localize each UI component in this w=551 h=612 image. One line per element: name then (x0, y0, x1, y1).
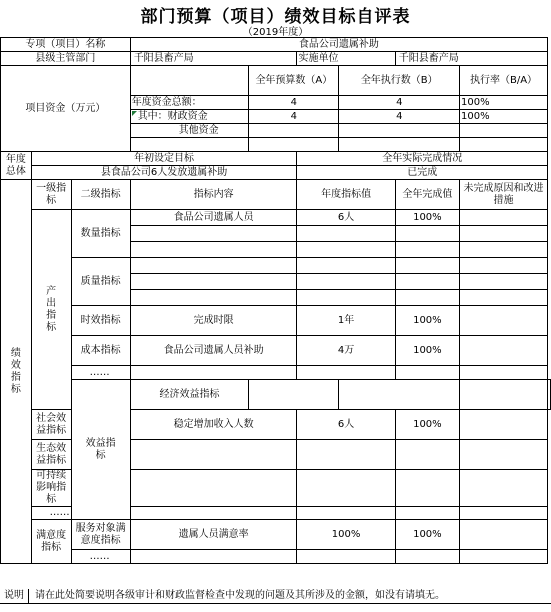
table-row (1, 180, 551, 210)
funds-rate-value: 100% (460, 110, 548, 124)
impl-value: 千阳县畜产局 (395, 52, 547, 66)
table-row (1, 38, 551, 52)
cost-label: 成本指标 (71, 336, 130, 366)
service-label: 服务对象满意度指标 (71, 520, 130, 550)
cost-actual: 100% (395, 336, 459, 366)
funds-rate-value (460, 124, 548, 138)
ecological-label: 生态效益指标 (31, 440, 71, 470)
service-content: 遗属人员满意率 (130, 520, 297, 550)
col-level1: 一级指标 (31, 180, 71, 210)
cost-content: 食品公司遗属人员补助 (130, 336, 297, 366)
impl-label: 实施单位 (297, 52, 395, 66)
funds-rate-value: 100% (460, 96, 548, 110)
quantity-label: 数量指标 (71, 210, 130, 258)
table-row (1, 66, 551, 96)
col-reason: 未完成原因和改进措施 (460, 180, 548, 210)
quantity-content: 食品公司遗属人员 (130, 210, 297, 226)
note-label: 说明 (0, 589, 29, 603)
funds-row-label: 其他资金 (130, 124, 249, 138)
cost-target: 4万 (297, 336, 395, 366)
table-row (1, 380, 551, 410)
table-row (1, 52, 551, 66)
overall-label: 年度总体 (1, 152, 32, 180)
col-content: 指标内容 (130, 180, 297, 210)
project-name-label: 专项（项目）名称 (1, 38, 131, 52)
col-actual: 全年完成值 (395, 180, 459, 210)
table-row (1, 336, 551, 366)
funds-col-exec: 全年执行数（B） (339, 66, 460, 96)
service-target: 100% (297, 520, 395, 550)
timeliness-content: 完成时限 (130, 306, 297, 336)
overall-actual: 已完成 (297, 166, 548, 180)
funds-row-label: 其中：财政资金 (130, 110, 249, 124)
funds-col-budget: 全年预算数（A） (249, 66, 339, 96)
quantity-target: 6人 (297, 210, 395, 226)
table-row (1, 258, 551, 274)
benefit-label: 效益指标 (71, 380, 130, 520)
page-title: 部门预算（项目）绩效目标自评表 (140, 7, 411, 27)
funds-budget-value (249, 124, 339, 138)
evaluation-table (0, 37, 551, 564)
satisfaction-ellipsis: …… (71, 550, 130, 564)
funds-label: 项目资金（万元） (1, 66, 131, 152)
output-label: 产出指标 (31, 210, 71, 410)
footnote (0, 589, 551, 604)
output-ellipsis: …… (71, 366, 130, 380)
overall-target-header: 年初设定目标 (31, 152, 297, 166)
social-content: 稳定增加收入人数 (130, 410, 297, 440)
col-target: 年度指标值 (297, 180, 395, 210)
dept-label: 县级主管部门 (1, 52, 131, 66)
indicators-label: 绩效指标 (1, 180, 32, 564)
benefit-ellipsis: …… (31, 507, 71, 520)
funds-budget-value: 4 (249, 110, 339, 124)
report-year: （2019年度） (242, 27, 309, 38)
social-target: 6人 (297, 410, 395, 440)
cell-marker-icon (132, 111, 137, 116)
timeliness-target: 1年 (297, 306, 395, 336)
social-actual: 100% (395, 410, 459, 440)
table-row (1, 306, 551, 336)
funds-exec-value: 4 (339, 96, 460, 110)
overall-actual-header: 全年实际完成情况 (297, 152, 548, 166)
project-name-value: 食品公司遗属补助 (130, 38, 547, 52)
funds-col-rate: 执行率（B/A） (460, 66, 548, 96)
dept-value: 千阳县畜产局 (130, 52, 297, 66)
table-row (1, 520, 551, 550)
table-row (1, 366, 551, 380)
funds-exec-value (339, 124, 460, 138)
satisfaction-label: 满意度指标 (31, 520, 71, 564)
note-text: 请在此处简要说明各级审计和财政监督检查中发现的问题及其所涉及的金额，如没有请填无。 (35, 590, 445, 601)
funds-budget-value: 4 (249, 96, 339, 110)
col-level2: 二级指标 (71, 180, 130, 210)
social-label: 社会效益指标 (31, 410, 71, 440)
table-row (1, 152, 551, 166)
sustainable-label: 可持续影响指标 (31, 470, 71, 507)
table-row (1, 166, 551, 180)
timeliness-actual: 100% (395, 306, 459, 336)
table-row (1, 210, 551, 226)
table-row (1, 550, 551, 564)
economic-label: 经济效益指标 (130, 380, 249, 410)
service-actual: 100% (395, 520, 459, 550)
overall-target: 县食品公司6人发放遗属补助 (31, 166, 297, 180)
funds-row-label: 年度资金总额： (130, 96, 249, 110)
quantity-actual: 100% (395, 210, 459, 226)
funds-exec-value: 4 (339, 110, 460, 124)
quality-label: 质量指标 (71, 258, 130, 306)
timeliness-label: 时效指标 (71, 306, 130, 336)
